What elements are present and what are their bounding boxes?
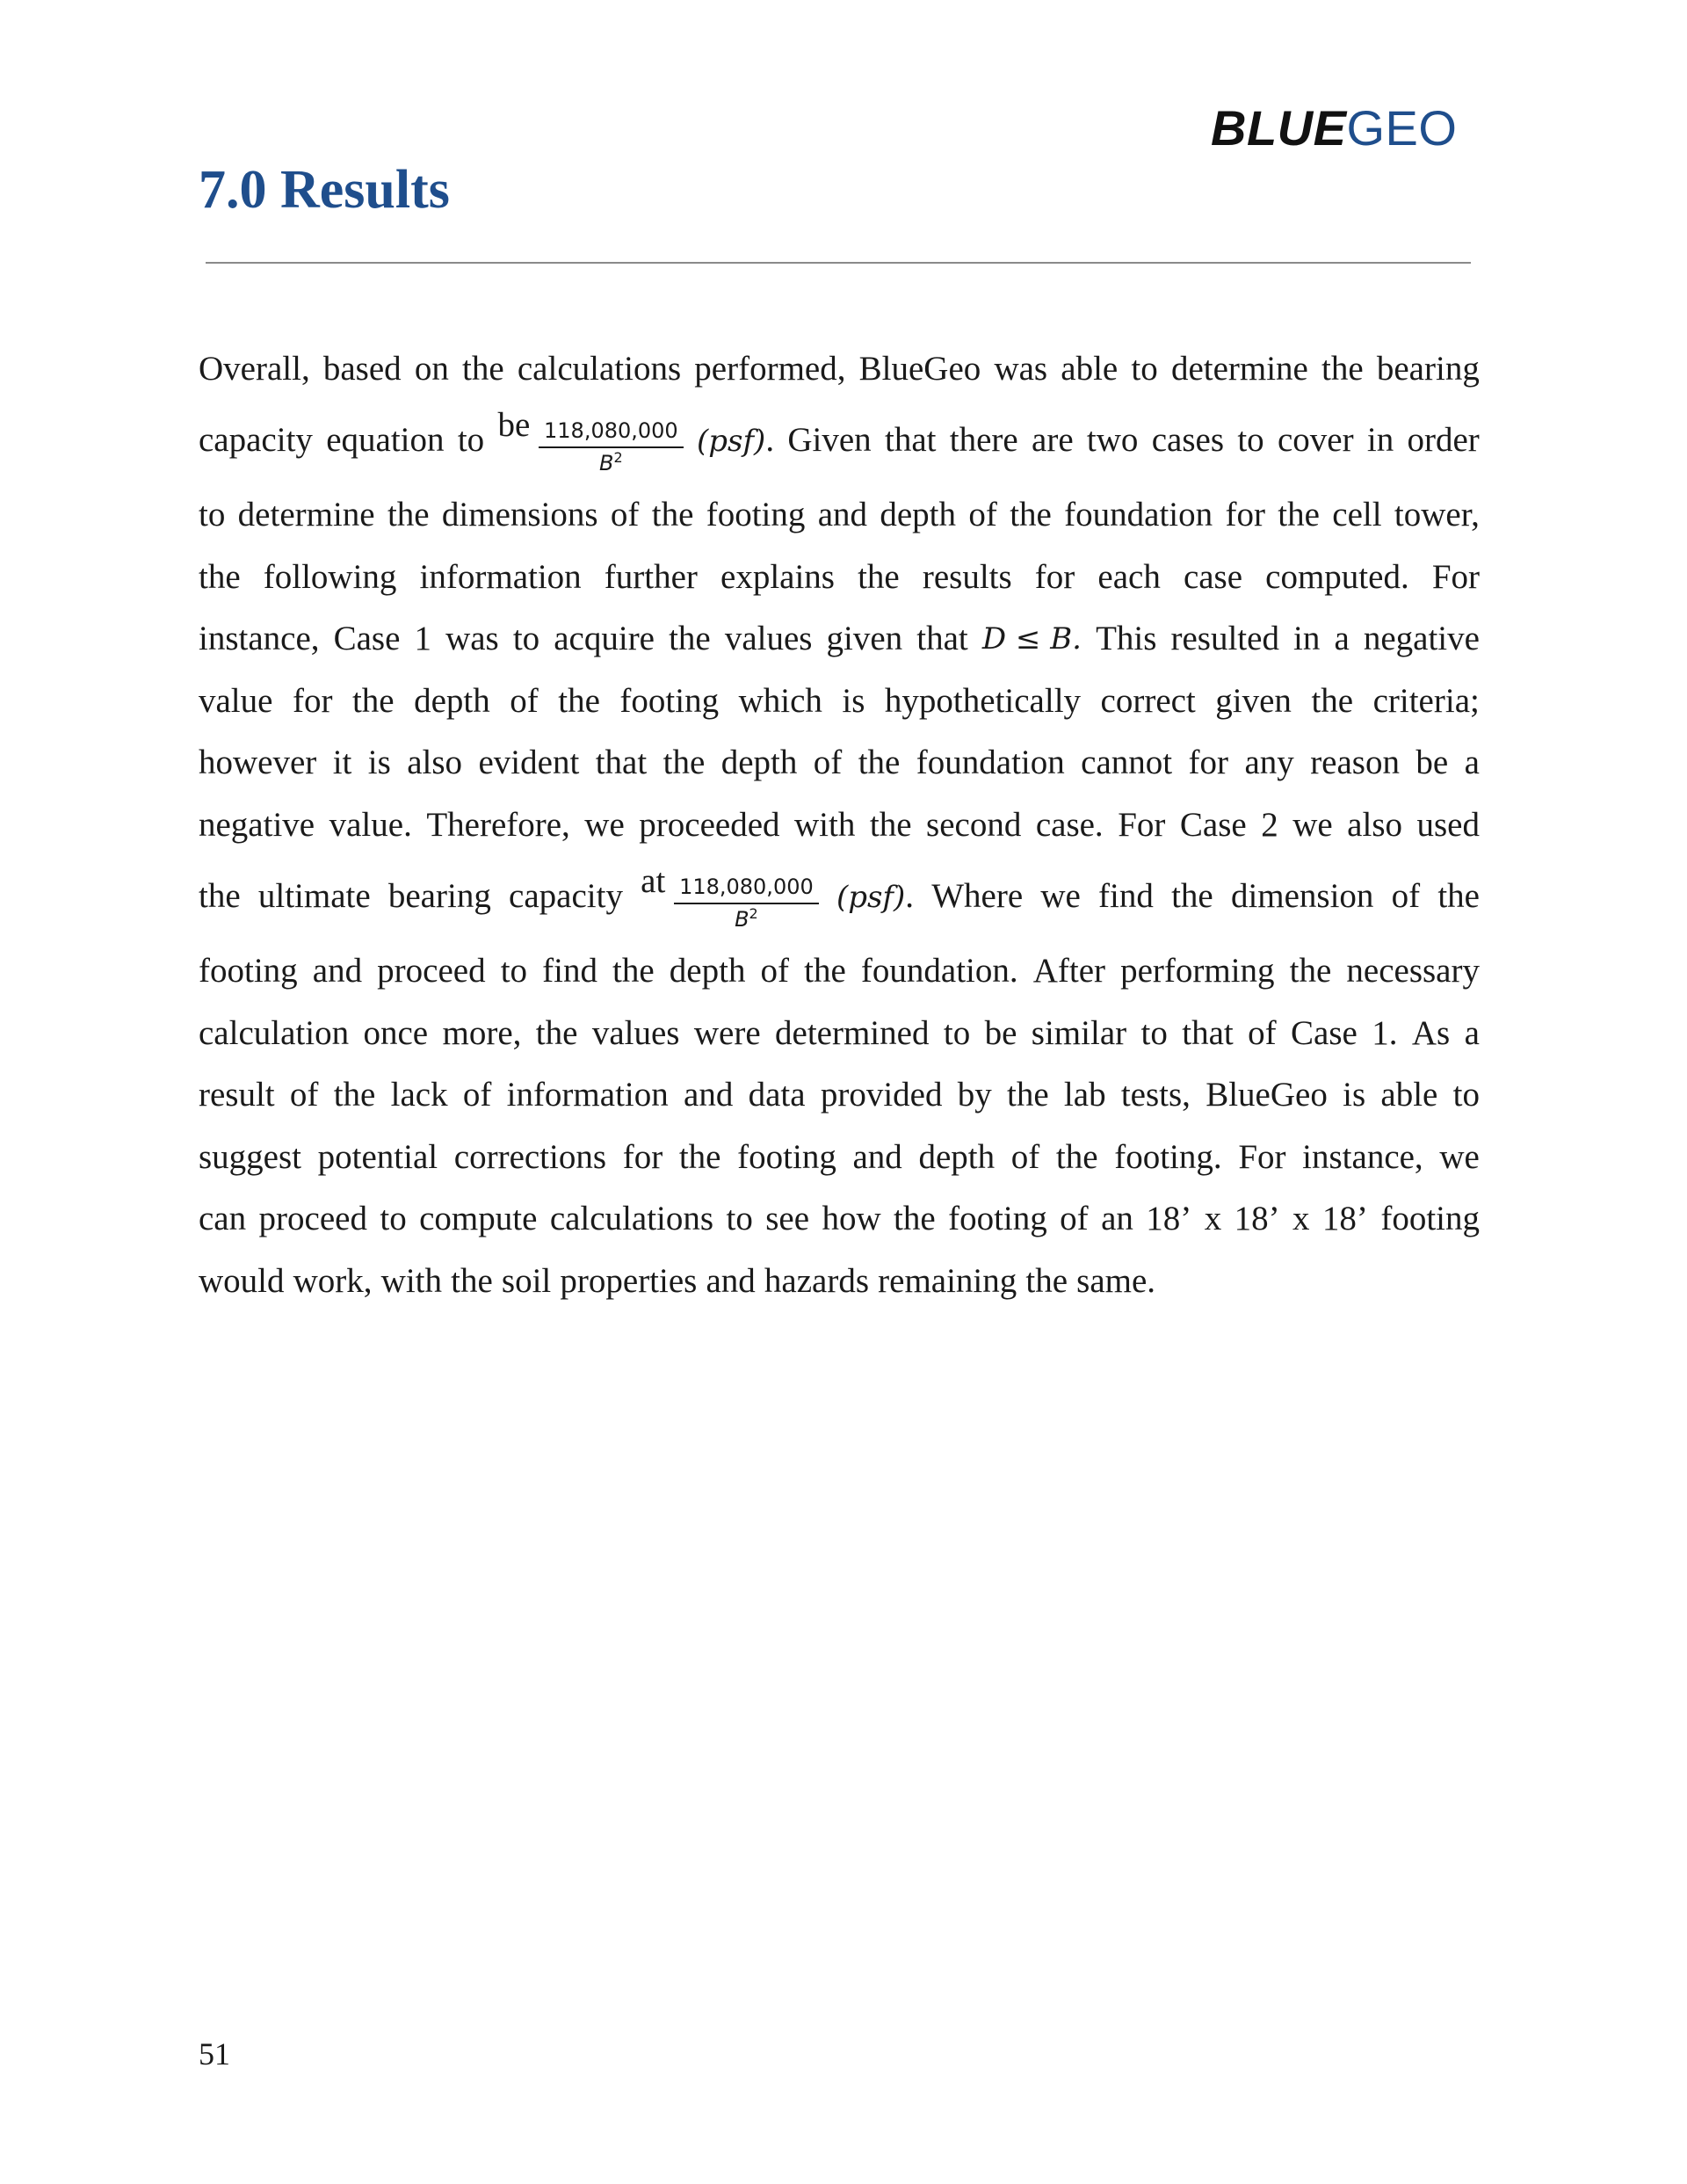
text-line: the ultimate bearing capacity at $\frac{118,080,000}{B^2}$ (psf). Where we find the dimension of the <box>199 862 1480 932</box>
header-divider <box>206 262 1471 264</box>
unit-psf: (psf) <box>697 424 766 459</box>
text-line: footing and proceed to find the depth of the foundation. After performing the necessary <box>199 952 1480 990</box>
text-line: suggest potential corrections for the footing and depth of the footing. For instance, we <box>199 1137 1480 1176</box>
case1-condition: D ≤ B. <box>981 620 1082 657</box>
text-line: however it is also evident that the depth of the foundation cannot for any reason be a <box>199 744 1480 782</box>
text-line: result of the lack of information and data provided by the lab tests, BlueGeo is able to <box>199 1076 1480 1114</box>
text-line: Overall, based on the calculations performed, BlueGeo was able to determine the bearing <box>199 349 1480 388</box>
text-line: value for the depth of the footing which is hypothetically correct given the criteria; <box>199 681 1480 720</box>
bluegeo-logo <box>1211 100 1458 156</box>
text-line: instance, Case 1 was to acquire the values given that D ≤ B. This resulted in a negative <box>199 620 1480 658</box>
text-line: calculation once more, the values were determined to be similar to that of Case 1. As a <box>199 1013 1480 1052</box>
section-title: 7.0 Results <box>199 160 450 220</box>
text-line: to determine the dimensions of the footing and depth of the foundation for the cell tower, <box>199 496 1480 534</box>
page-number: 51 <box>199 2036 230 2072</box>
text-line: capacity equation to be $\frac{118,080,000}{B^2}$ (psf). Given that there are two cases to cover in order <box>199 406 1480 475</box>
bearing-capacity-fraction: $\frac{118,080,000}{B^2}$ <box>539 419 684 475</box>
logo-blue: BLUE <box>1211 100 1347 156</box>
unit-psf: (psf) <box>836 880 906 915</box>
results-paragraph <box>199 337 1480 1312</box>
text-line: the following information further explains the results for each case computed. For <box>199 557 1480 596</box>
logo-geo: GEO <box>1346 100 1458 156</box>
text-line: negative value. Therefore, we proceeded with the second case. For Case 2 we also used <box>199 805 1480 844</box>
text-line: would work, with the soil properties and hazards remaining the same. <box>199 1261 1156 1300</box>
text-line: can proceed to compute calculations to see how the footing of an 18’ x 18’ x 18’ footing <box>199 1200 1480 1238</box>
ultimate-capacity-fraction: $\frac{118,080,000}{B^2}$ <box>674 875 819 932</box>
